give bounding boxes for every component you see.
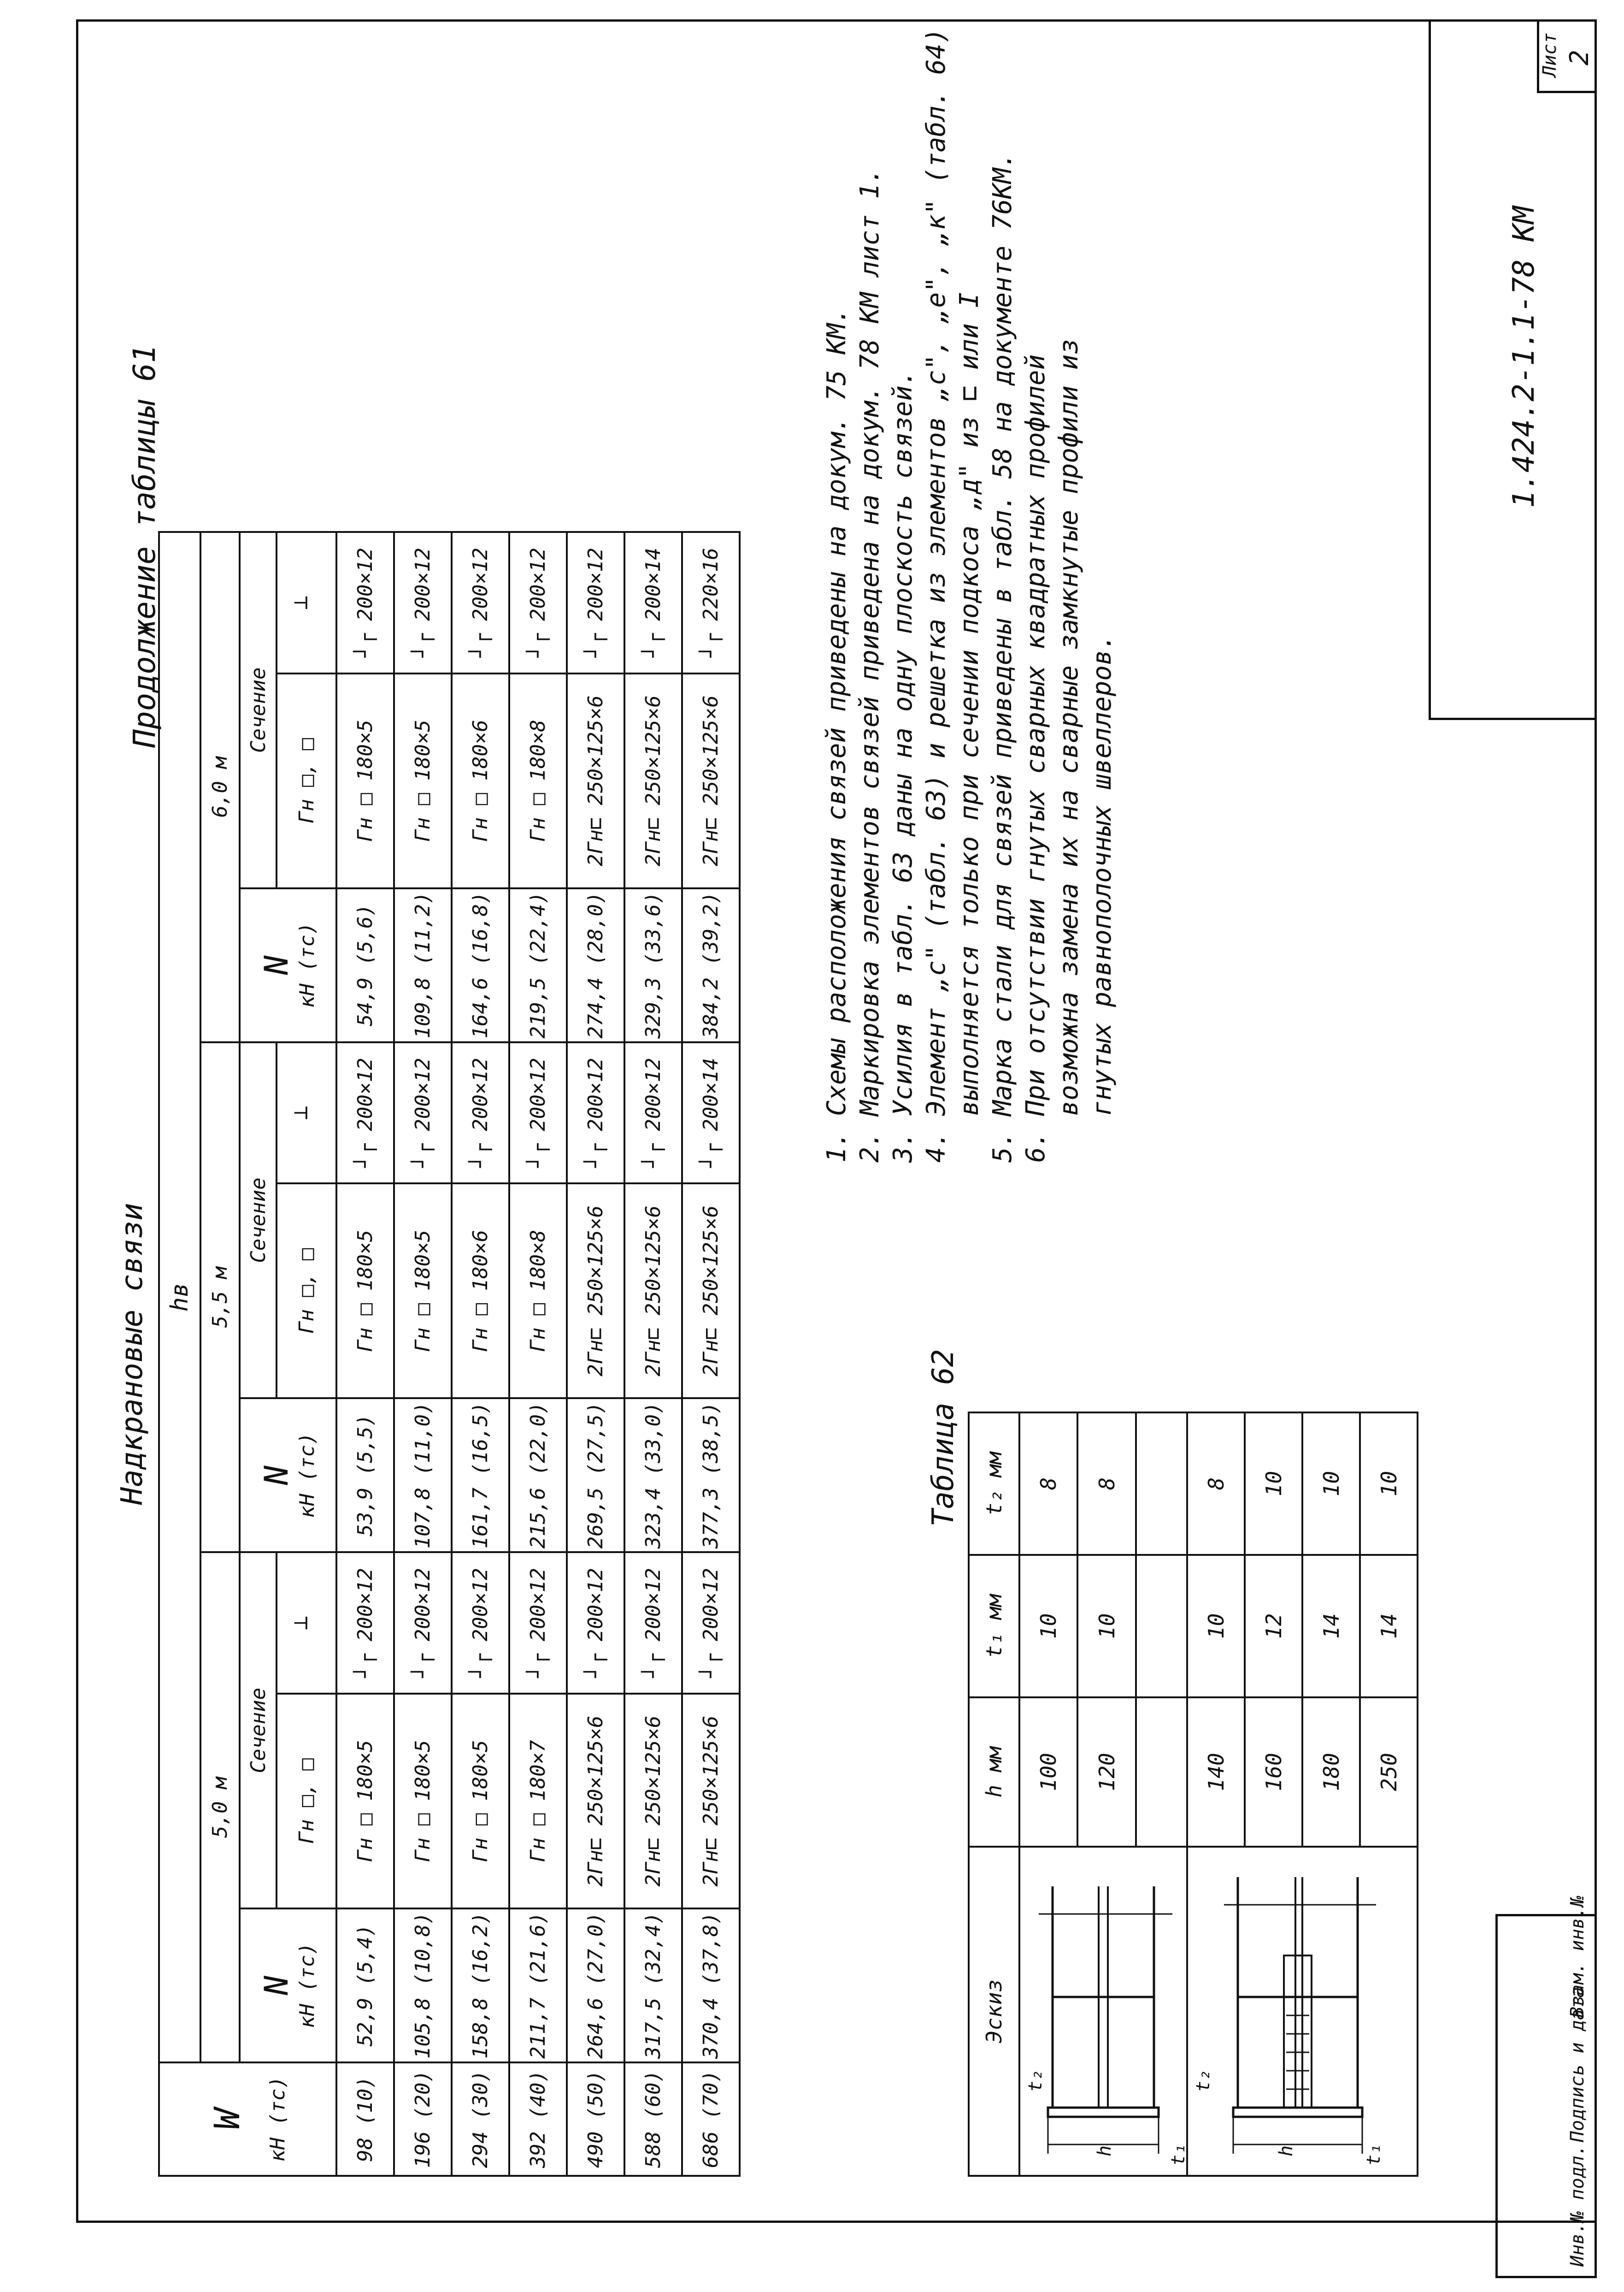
main-table-cell: Гн □ 180×5 — [394, 1694, 452, 1908]
col-t-3: ┴ — [277, 532, 336, 673]
t62-t1: 12 — [1245, 1555, 1302, 1697]
main-table-cell: Гн □ 180×5 — [336, 1694, 394, 1908]
t62-h: 180 — [1302, 1697, 1360, 1847]
sheet-number-box — [1537, 19, 1597, 93]
t62-h: 160 — [1245, 1697, 1302, 1847]
main-table-cell: 158,8 (16,2) — [452, 1908, 509, 2062]
main-table-row — [394, 532, 452, 2176]
main-table-cell: 323,4 (33,0) — [624, 1398, 682, 1552]
table62-title: Таблица 62 — [926, 1349, 960, 1527]
sketch1-t2: t₂ — [1025, 2069, 1046, 2092]
main-table-cell: 52,9 (5,4) — [336, 1908, 394, 2062]
main-table-cell: Гн □ 180×8 — [509, 673, 567, 888]
main-table-row — [336, 532, 394, 2176]
main-table-cell: ┘┌ 200×12 — [567, 532, 624, 673]
main-table-cell: Гн □ 180×5 — [452, 1694, 509, 1908]
main-table-cell: 54,9 (5,6) — [336, 888, 394, 1042]
main-table-cell: ┘┌ 200×12 — [567, 1552, 624, 1694]
n-units-3: кН (тс) — [295, 922, 319, 1008]
t62-t1: 10 — [1077, 1555, 1136, 1697]
t62-t1: 10 — [1019, 1555, 1077, 1697]
note-line: 2. Маркировка элементов связей приведена на докум. 78 КМ лист 1. — [855, 168, 885, 1163]
main-table-cell: ┘┌ 200×12 — [624, 1552, 682, 1694]
main-table-cell: 274,4 (28,0) — [567, 888, 624, 1042]
main-table-cell: Гн □ 180×6 — [452, 1183, 509, 1398]
main-table-cell: ┘┌ 200×12 — [394, 532, 452, 673]
sketch1-h: h — [1094, 2145, 1115, 2156]
main-table-cell: ┘┌ 200×12 — [452, 1042, 509, 1184]
main-table-cell: Гн □ 180×5 — [394, 673, 452, 888]
main-table-cell: 392 (40) — [509, 2062, 567, 2176]
main-table-cell: 317,5 (32,4) — [624, 1908, 682, 2062]
main-table-cell: 588 (60) — [624, 2062, 682, 2176]
main-table-cell: 105,8 (10,8) — [394, 1908, 452, 2062]
n-units-2: кН (тс) — [295, 1432, 319, 1518]
main-table-cell: ┘┌ 200×12 — [509, 532, 567, 673]
t62-h: 140 — [1187, 1697, 1245, 1847]
main-table-cell: ┘┌ 200×12 — [567, 1042, 624, 1184]
main-table-cell: ┘┌ 220×16 — [682, 532, 740, 673]
t62-t1: 14 — [1302, 1555, 1360, 1697]
t62-h: 120 — [1077, 1697, 1136, 1847]
t62-header-t2: t₂ мм — [969, 1412, 1019, 1555]
sheet-label: Лист — [1539, 32, 1560, 77]
main-table-cell: 294 (30) — [452, 2062, 509, 2176]
t62-t1: 10 — [1187, 1555, 1245, 1697]
main-table-cell: 161,7 (16,5) — [452, 1398, 509, 1552]
t62-t1: 14 — [1360, 1555, 1418, 1697]
main-table-cell: Гн □ 180×7 — [509, 1694, 567, 1908]
t62-t2: 8 — [1077, 1412, 1136, 1555]
main-table-cell: 264,6 (27,0) — [567, 1908, 624, 2062]
main-table-cell: Гн □ 180×5 — [394, 1183, 452, 1398]
main-table-cell: 370,4 (37,8) — [682, 1908, 740, 2062]
main-table-cell: 2Гн⊏ 250×125×6 — [682, 1183, 740, 1398]
w-units: кН (тс) — [265, 2076, 289, 2162]
main-table-cell: Гн □ 180×5 — [336, 1183, 394, 1398]
note-line: гнутых равнополочных швеллеров. — [1087, 634, 1117, 1163]
main-table-cell: 109,8 (11,2) — [394, 888, 452, 1042]
t62-t2: 10 — [1302, 1412, 1360, 1555]
t62-t2: 8 — [1187, 1412, 1245, 1555]
side-stamp-3: Взам. инв.№ — [1567, 1896, 1588, 2018]
n-units-1: кН (тс) — [295, 1943, 319, 2028]
main-table-cell: 2Гн⊏ 250×125×6 — [567, 673, 624, 888]
t62-t2: 10 — [1360, 1412, 1418, 1555]
main-table-cell: 2Гн⊏ 250×125×6 — [682, 1694, 740, 1908]
main-table-cell: ┘┌ 200×14 — [682, 1042, 740, 1184]
group-height-1: 5,0 м — [200, 1552, 240, 2062]
table62 — [968, 1412, 1418, 2177]
main-table — [106, 531, 741, 2177]
plate-sketch-2 — [1201, 1859, 1404, 2172]
main-table-cell: ┘┌ 200×12 — [336, 1042, 394, 1184]
plate-sketch-1 — [1020, 1859, 1186, 2172]
main-table-cell: Гн □ 180×8 — [509, 1183, 567, 1398]
t62-sketch-1 — [1019, 1847, 1187, 2176]
col-gn-1: Гн □, □ — [277, 1694, 336, 1908]
note-line: 1. Схемы расположения связей приведены на докум. 75 КМ. — [822, 307, 852, 1163]
side-stamp-2: Подпись и дата — [1567, 1986, 1588, 2142]
t62-t2: 8 — [1019, 1412, 1077, 1555]
t62-empty — [1136, 1697, 1187, 1847]
main-table-cell: 2Гн⊏ 250×125×6 — [567, 1694, 624, 1908]
main-table-cell: Гн □ 180×5 — [336, 673, 394, 888]
main-table-cell: ┘┌ 200×12 — [682, 1552, 740, 1694]
t62-sketch-2 — [1187, 1847, 1418, 2176]
main-table-cell: 215,6 (22,0) — [509, 1398, 567, 1552]
main-table-cell: 384,2 (39,2) — [682, 888, 740, 1042]
t62-h: 250 — [1360, 1697, 1418, 1847]
main-table-cell: Гн □ 180×6 — [452, 673, 509, 888]
hb-label: hв — [159, 532, 200, 2062]
t62-h: 100 — [1019, 1697, 1077, 1847]
n-label-3: N — [257, 955, 295, 975]
section-label-3: Сечение — [240, 532, 277, 888]
note-line: возможна замена их на сварные замкнутые профили из — [1054, 339, 1084, 1163]
main-table-cell: 107,8 (11,0) — [394, 1398, 452, 1552]
note-line: 3. Усилия в табл. 63 даны на одну плоскость связей. — [888, 370, 918, 1163]
main-table-cell: 2Гн⊏ 250×125×6 — [624, 1183, 682, 1398]
note-line: 5. Марка стали для связей приведены в табл. 58 на документе 76КМ. — [988, 152, 1018, 1163]
t62-t2: 10 — [1245, 1412, 1302, 1555]
main-table-cell: ┘┌ 200×12 — [336, 1552, 394, 1694]
col-t-2: ┴ — [277, 1042, 336, 1184]
main-table-row — [567, 532, 624, 2176]
main-table-cell: ┘┌ 200×12 — [452, 1552, 509, 1694]
section-label-1: Сечение — [240, 1552, 277, 1908]
main-table-cell: 377,3 (38,5) — [682, 1398, 740, 1552]
t62-empty — [1136, 1555, 1187, 1697]
main-table-title: Надкрановые связи — [115, 1203, 149, 1505]
note-line: 6. При отсутствии гнутых сварных квадратных профилей — [1021, 354, 1051, 1163]
t62-header-h: h мм — [969, 1697, 1019, 1847]
main-table-cell: 329,3 (33,6) — [624, 888, 682, 1042]
main-table-cell: 211,7 (21,6) — [509, 1908, 567, 2062]
main-table-cell: ┘┌ 200×12 — [509, 1552, 567, 1694]
main-table-cell: 2Гн⊏ 250×125×6 — [567, 1183, 624, 1398]
main-table-cell: 2Гн⊏ 250×125×6 — [624, 1694, 682, 1908]
main-table-cell: 490 (50) — [567, 2062, 624, 2176]
main-table-cell: ┘┌ 200×12 — [394, 1042, 452, 1184]
main-table-cell: ┘┌ 200×12 — [394, 1552, 452, 1694]
t62-header-sketch: Эскиз — [969, 1847, 1019, 2176]
note-line: выполняется только при сечении подкоса „д" из ⊏ или I — [954, 292, 984, 1163]
main-table-cell: 2Гн⊏ 250×125×6 — [682, 673, 740, 888]
main-table-cell: 164,6 (16,8) — [452, 888, 509, 1042]
main-table-row — [509, 532, 567, 2176]
main-table-cell: ┘┌ 200×14 — [624, 532, 682, 673]
sheet-number: 2 — [1565, 50, 1595, 65]
main-table-cell: 686 (70) — [682, 2062, 740, 2176]
main-table-cell: 219,5 (22,4) — [509, 888, 567, 1042]
main-table-cell: 269,5 (27,5) — [567, 1398, 624, 1552]
main-table-cell: 2Гн⊏ 250×125×6 — [624, 673, 682, 888]
col-gn-2: Гн □, □ — [277, 1183, 336, 1398]
section-label-2: Сечение — [240, 1042, 277, 1399]
document-code: 1.424.2-1.1-78 КМ — [1507, 206, 1541, 508]
main-table-cell: 196 (20) — [394, 2062, 452, 2176]
sketch1-t1: t₁ — [1168, 2143, 1189, 2166]
side-stamp-1: Инв.№ подл. — [1567, 2144, 1588, 2267]
n-label-2: N — [257, 1465, 295, 1485]
t62-header-t1: t₁ мм — [969, 1555, 1019, 1697]
sketch2-t2: t₂ — [1193, 2069, 1214, 2092]
col-t-1: ┴ — [277, 1552, 336, 1694]
sketch2-t1: t₁ — [1363, 2143, 1384, 2166]
main-table-cell: ┘┌ 200×12 — [509, 1042, 567, 1184]
main-table-row — [624, 532, 682, 2176]
main-table-row — [682, 532, 740, 2176]
main-table-cell: ┘┌ 200×12 — [624, 1042, 682, 1184]
main-table-cell: ┘┌ 200×12 — [336, 532, 394, 673]
main-table-cell: 98 (10) — [336, 2062, 394, 2176]
sketch2-h: h — [1276, 2145, 1297, 2156]
continuation-title: Продолжение таблицы 61 — [127, 344, 162, 748]
notes — [820, 28, 1119, 1163]
main-table-row — [452, 532, 509, 2176]
main-table-cell: 53,9 (5,5) — [336, 1398, 394, 1552]
side-stamp — [1495, 1896, 1597, 2278]
note-line: 4. Элемент „с" (табл. 63) и решетка из элементов „с", „е", „к" (табл. 64) — [921, 28, 951, 1163]
group-height-3: 6,0 м — [200, 532, 240, 1042]
col-gn-3: Гн □, □ — [277, 673, 336, 888]
w-label: W — [206, 2109, 247, 2130]
group-height-2: 5,5 м — [200, 1042, 240, 1553]
n-label-1: N — [257, 1975, 295, 1996]
t62-empty — [1136, 1412, 1187, 1555]
main-table-cell: ┘┌ 200×12 — [452, 532, 509, 673]
